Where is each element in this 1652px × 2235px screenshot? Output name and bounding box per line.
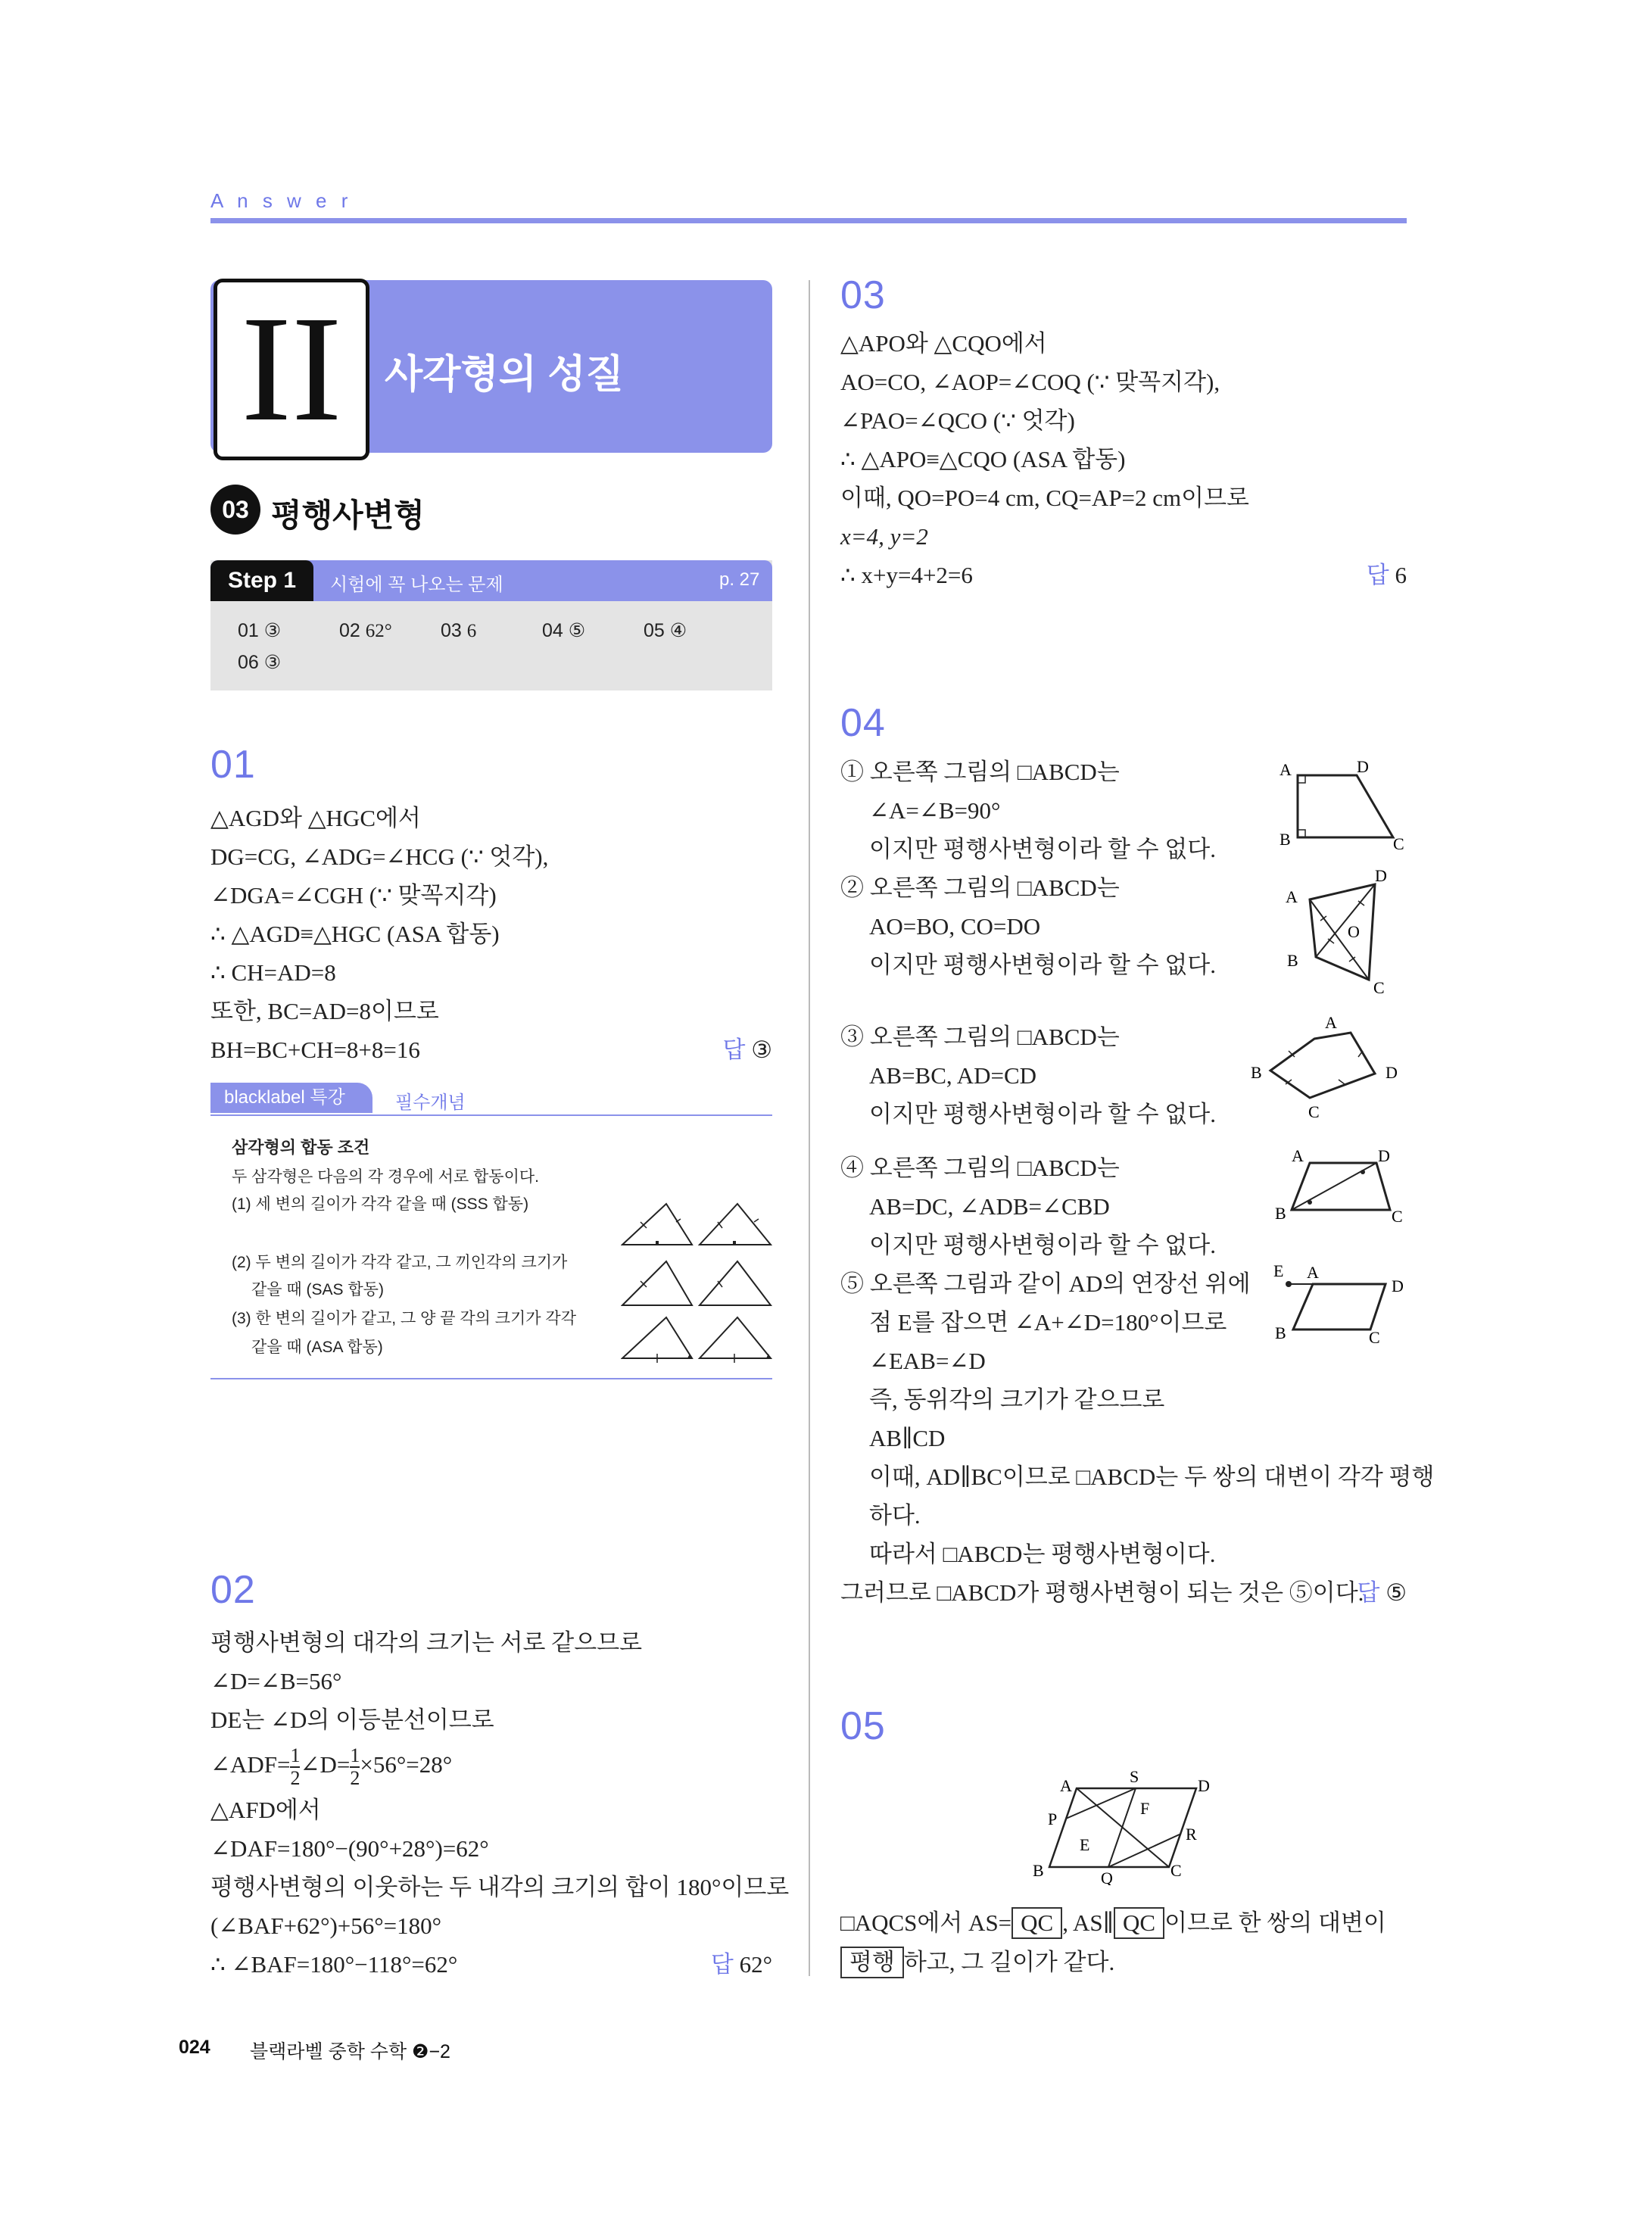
blacklabel-tag: 필수개념 — [395, 1093, 466, 1113]
header-label: A n s w e r — [210, 189, 353, 212]
solution-line: ⑤ 오른쪽 그림과 같이 AD의 연장선 위에 — [840, 1270, 1251, 1297]
vertex-label: C — [1392, 1207, 1403, 1226]
fraction-denominator: 2 — [350, 1766, 360, 1789]
solution-line: 즉, 동위각의 크기가 같으므로 — [869, 1386, 1165, 1413]
figure-kite-diagonals — [1272, 868, 1416, 996]
blacklabel-intro: 두 삼각형은 다음의 각 경우에 서로 합동이다. — [232, 1168, 539, 1186]
chapter-title: 사각형의 성질 — [385, 353, 624, 397]
solution-text: ×56°=28° — [360, 1751, 453, 1778]
vertex-label: E — [1080, 1835, 1090, 1854]
solution-line: ∴ x+y=4+2=6 — [840, 562, 973, 588]
solution-line: ∠PAO=∠QCO (∵ 엇각) — [840, 407, 1075, 434]
vertex-label: R — [1186, 1825, 1197, 1844]
section-number-badge — [210, 485, 260, 535]
answer: 답 ⑤ — [1357, 1579, 1407, 1606]
figure-quadrilateral-diagonal — [1272, 1143, 1416, 1234]
figure-kite — [1249, 1012, 1423, 1125]
vertex-label: C — [1393, 834, 1404, 851]
q05-solution — [840, 1903, 1407, 1982]
footer-book-title: 블랙라벨 중학 수학 ❷−2 — [250, 2041, 450, 2062]
step-answer-val: ③ — [263, 621, 282, 641]
q02-solution — [210, 1623, 790, 1984]
blacklabel-item: (1) 세 변의 길이가 각각 같을 때 (SSS 합동) — [232, 1195, 529, 1213]
vertex-label: A — [1286, 887, 1298, 906]
solution-line: AO=BO, CO=DO — [869, 913, 1041, 940]
answer-blank: 평행 — [840, 1947, 904, 1978]
solution-text: , AS∥ — [1062, 1909, 1114, 1936]
step-answer-val: 62° — [365, 621, 392, 641]
chapter-numeral: II — [241, 285, 342, 453]
solution-line: ∴ △APO≡△CQO (ASA 합동) — [840, 446, 1126, 472]
vertex-label: D — [1198, 1776, 1210, 1795]
vertex-label: C — [1369, 1328, 1380, 1345]
vertex-label: B — [1275, 1323, 1286, 1342]
vertex-label: Q — [1101, 1869, 1113, 1885]
solution-line: ④ 오른쪽 그림의 □ABCD는 — [840, 1155, 1120, 1181]
solution-line: ∠EAB=∠D — [869, 1348, 986, 1374]
footer-page-number: 024 — [179, 2037, 210, 2058]
solution-line: 그러므로 □ABCD가 평행사변형이 되는 것은 ⑤이다. — [840, 1579, 1364, 1606]
fraction-numerator: 1 — [350, 1744, 360, 1766]
blacklabel-item: (2) 두 변의 길이가 각각 같고, 그 끼인각의 크기가 — [232, 1254, 568, 1271]
solution-text: ∠D= — [300, 1751, 351, 1778]
question-number: 03 — [840, 273, 886, 317]
vertex-label: A — [1307, 1263, 1319, 1282]
vertex-label: A — [1292, 1146, 1304, 1165]
solution-text: 이므로 한 쌍의 대변이 — [1164, 1909, 1386, 1936]
solution-line: DG=CG, ∠ADG=∠HCG (∵ 엇각), — [210, 843, 549, 870]
question-number: 04 — [840, 701, 886, 745]
solution-line: △AGD와 △HGC에서 — [210, 805, 421, 831]
blacklabel-item: (3) 한 변의 길이가 같고, 그 양 끝 각의 크기가 각각 — [232, 1310, 576, 1327]
fraction-numerator: 1 — [290, 1744, 301, 1766]
solution-line: 이지만 평행사변형이라 할 수 없다. — [869, 836, 1216, 862]
solution-line: ∠D=∠B=56° — [210, 1668, 342, 1694]
figure-parallelogram-extension — [1272, 1254, 1416, 1345]
solution-line: (∠BAF+62°)+56°=180° — [210, 1912, 442, 1939]
step-badge: Step 1 — [210, 560, 313, 601]
solution-text: □AQCS에서 AS= — [840, 1909, 1012, 1936]
solution-line: ∠A=∠B=90° — [869, 797, 1001, 824]
blacklabel-content — [232, 1133, 576, 1361]
answer: 답 ③ — [722, 1036, 772, 1063]
section-title: 평행사변형 — [271, 497, 425, 533]
solution-line: ∴ △AGD≡△HGC (ASA 합동) — [210, 921, 500, 947]
solution-text: 하고, 그 길이가 같다. — [903, 1949, 1115, 1975]
congruence-triangles-figure — [621, 1196, 772, 1363]
vertex-label: B — [1033, 1861, 1044, 1880]
q01-solution — [210, 799, 772, 1069]
step-title: 시험에 꼭 나오는 문제 — [330, 575, 503, 595]
solution-text: ∠ADF= — [210, 1751, 291, 1778]
answer-blank: QC — [1114, 1907, 1164, 1939]
vertex-label: B — [1280, 830, 1291, 849]
solution-line: 이지만 평행사변형이라 할 수 없다. — [869, 952, 1216, 978]
step-answer-num: 05 — [644, 620, 665, 641]
vertex-label: D — [1378, 1146, 1390, 1165]
vertex-label: S — [1130, 1767, 1139, 1786]
solution-line: ∴ CH=AD=8 — [210, 959, 336, 986]
solution-line: ② 오른쪽 그림의 □ABCD는 — [840, 874, 1120, 901]
step-answer-num: 06 — [238, 652, 259, 673]
vertex-label: D — [1357, 757, 1369, 776]
blacklabel-bottom-rule — [210, 1378, 772, 1379]
solution-line: ∠DGA=∠CGH (∵ 맞꼭지각) — [210, 882, 497, 909]
column-divider — [809, 280, 810, 1976]
section-number: 03 — [222, 496, 249, 523]
solution-line: 평행사변형의 대각의 크기는 서로 같으므로 — [210, 1629, 643, 1656]
step-page: p. 27 — [719, 569, 760, 590]
step-answer-num: 01 — [238, 620, 259, 641]
blacklabel-title: 삼각형의 합동 조건 — [232, 1138, 370, 1157]
question-number: 01 — [210, 743, 256, 787]
solution-line: AB=DC, ∠ADB=∠CBD — [869, 1193, 1110, 1220]
vertex-label: E — [1273, 1261, 1284, 1280]
vertex-label: D — [1375, 868, 1387, 885]
q03-solution — [840, 324, 1407, 594]
solution-line: △AFD에서 — [210, 1797, 321, 1823]
step-answer-num: 02 — [339, 620, 360, 641]
vertex-label: B — [1251, 1063, 1262, 1082]
solution-line: AB=BC, AD=CD — [869, 1062, 1037, 1089]
blacklabel-badge: blacklabel 특강 — [210, 1083, 372, 1113]
vertex-label: D — [1385, 1063, 1398, 1082]
solution-line: 하다. — [869, 1502, 921, 1529]
vertex-label: A — [1280, 760, 1292, 779]
step-answer-val: ④ — [669, 621, 687, 641]
solution-line: 따라서 □ABCD는 평행사변형이다. — [869, 1541, 1216, 1567]
solution-line: x=4, y=2 — [840, 523, 928, 550]
solution-line: 또한, BC=AD=8이므로 — [210, 998, 439, 1024]
question-number: 02 — [210, 1568, 256, 1612]
step-answer-val: 6 — [466, 621, 477, 641]
solution-line: AB∥CD — [869, 1425, 946, 1451]
vertex-label: F — [1140, 1799, 1150, 1818]
vertex-label: C — [1308, 1102, 1320, 1121]
solution-line: ① 오른쪽 그림의 □ABCD는 — [840, 759, 1120, 785]
solution-line: AO=CO, ∠AOP=∠COQ (∵ 맞꼭지각), — [840, 369, 1220, 395]
solution-line: 이때, QO=PO=4 cm, CQ=AP=2 cm이므로 — [840, 485, 1249, 511]
fraction-denominator: 2 — [290, 1766, 301, 1789]
chapter-numeral-box — [214, 279, 369, 460]
vertex-label: A — [1325, 1013, 1337, 1032]
question-number: 05 — [840, 1704, 886, 1748]
step-answer-num: 04 — [542, 620, 563, 641]
figure-right-trapezoid — [1272, 753, 1416, 851]
solution-line: ∠DAF=180°−(90°+28°)=62° — [210, 1835, 489, 1862]
header-rule — [210, 218, 1407, 223]
answer: 답 62° — [710, 1951, 772, 1978]
vertex-label: C — [1373, 978, 1385, 996]
blacklabel-item: 같을 때 (SAS 합동) — [251, 1281, 384, 1298]
solution-line: △APO와 △CQO에서 — [840, 330, 1047, 357]
solution-line: 이때, AD∥BC이므로 □ABCD는 두 쌍의 대변이 각각 평행 — [869, 1464, 1435, 1490]
answer: 답 6 — [1366, 562, 1407, 588]
vertex-label: A — [1060, 1776, 1072, 1795]
solution-line: ③ 오른쪽 그림의 □ABCD는 — [840, 1024, 1120, 1050]
vertex-label: C — [1170, 1861, 1182, 1880]
solution-line: DE는 ∠D의 이등분선이므로 — [210, 1707, 494, 1733]
answer-blank: QC — [1011, 1907, 1062, 1939]
blacklabel-rule — [210, 1114, 772, 1116]
vertex-label: B — [1275, 1204, 1286, 1223]
blacklabel-item: 같을 때 (ASA 합동) — [251, 1339, 383, 1356]
vertex-label: D — [1392, 1276, 1404, 1295]
solution-line: ∴ ∠BAF=180°−118°=62° — [210, 1951, 458, 1978]
step-answer-num: 03 — [441, 620, 462, 641]
fraction-line — [210, 1739, 772, 1791]
solution-line: 이지만 평행사변형이라 할 수 없다. — [869, 1101, 1216, 1127]
step-answer-val: ⑤ — [568, 621, 586, 641]
solution-line: 점 E를 잡으면 ∠A+∠D=180°이므로 — [869, 1309, 1227, 1336]
step-answer-val: ③ — [263, 653, 282, 673]
solution-line: BH=BC+CH=8+8=16 — [210, 1036, 420, 1063]
vertex-label: P — [1048, 1810, 1058, 1828]
solution-line: 이지만 평행사변형이라 할 수 없다. — [869, 1232, 1216, 1258]
vertex-label: O — [1348, 922, 1360, 941]
solution-line: 평행사변형의 이웃하는 두 내각의 크기의 합이 180°이므로 — [210, 1874, 790, 1900]
vertex-label: B — [1287, 951, 1298, 970]
figure-parallelogram-lines — [1030, 1764, 1227, 1885]
